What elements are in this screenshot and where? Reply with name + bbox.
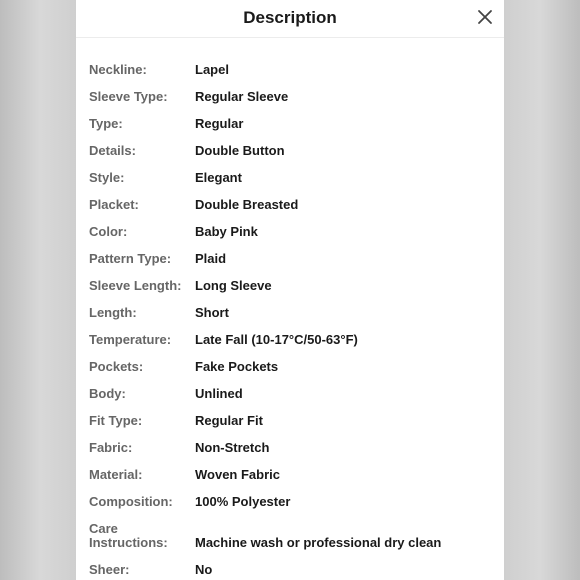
attribute-value: 100% Polyester (195, 494, 291, 509)
attribute-value: Regular Sleeve (195, 89, 289, 104)
attribute-row-care-instructions (89, 515, 504, 556)
attribute-label: Pattern Type: (89, 251, 172, 266)
dialog-header (76, 0, 504, 38)
attribute-label: Type: (89, 116, 123, 131)
attribute-value: Fake Pockets (195, 359, 279, 374)
attribute-row-fit-type (89, 407, 504, 434)
attribute-row-color (89, 218, 504, 245)
attribute-value: Late Fall (10-17°C/50-63°F) (195, 332, 358, 347)
attribute-value: Machine wash or professional dry clean (195, 535, 442, 550)
dialog-title: Description (243, 8, 337, 27)
attribute-label: Placket: (89, 197, 139, 212)
attribute-list (76, 56, 504, 580)
attribute-label: Material: (89, 467, 143, 482)
attribute-row-neckline (89, 56, 504, 83)
attribute-row-temperature (89, 326, 504, 353)
attribute-label: Pockets: (89, 359, 144, 374)
attribute-label: Care Instructions: (89, 521, 168, 550)
attribute-row-pockets (89, 353, 504, 380)
attribute-row-fabric (89, 434, 504, 461)
attribute-label: Sheer: (89, 562, 130, 577)
attribute-row-sheer (89, 556, 504, 580)
attribute-label: Sleeve Type: (89, 89, 168, 104)
close-icon-glyph (476, 8, 494, 26)
attribute-value: Non-Stretch (195, 440, 270, 455)
attribute-value: Double Button (195, 143, 285, 158)
attribute-value: Regular Fit (195, 413, 263, 428)
attribute-label: Temperature: (89, 332, 172, 347)
attribute-value: Long Sleeve (195, 278, 272, 293)
attribute-row-pattern-type (89, 245, 504, 272)
attribute-label: Color: (89, 224, 128, 239)
attribute-value: Woven Fabric (195, 467, 281, 482)
attribute-label: Neckline: (89, 62, 147, 77)
attribute-row-body (89, 380, 504, 407)
attribute-label: Details: (89, 143, 136, 158)
attribute-row-style (89, 164, 504, 191)
attribute-value: No (195, 562, 213, 577)
attribute-row-length (89, 299, 504, 326)
attribute-row-details (89, 137, 504, 164)
attribute-label: Fabric: (89, 440, 133, 455)
attribute-label: Fit Type: (89, 413, 143, 428)
attribute-label: Style: (89, 170, 125, 185)
attribute-row-sleeve-type (89, 83, 504, 110)
attribute-value: Lapel (195, 62, 229, 77)
attribute-value: Elegant (195, 170, 242, 185)
attribute-value: Unlined (195, 386, 243, 401)
attribute-value: Baby Pink (195, 224, 258, 239)
attribute-value: Short (195, 305, 229, 320)
attribute-value: Plaid (195, 251, 227, 266)
attribute-row-placket (89, 191, 504, 218)
attribute-value: Regular (195, 116, 244, 131)
attribute-row-material (89, 461, 504, 488)
attribute-label: Composition: (89, 494, 173, 509)
attribute-label: Body: (89, 386, 126, 401)
attribute-row-composition (89, 488, 504, 515)
attribute-label: Length: (89, 305, 137, 320)
attribute-value: Double Breasted (195, 197, 299, 212)
description-dialog (76, 0, 504, 580)
close-icon[interactable] (476, 8, 494, 26)
attribute-row-type (89, 110, 504, 137)
attribute-row-sleeve-length (89, 272, 504, 299)
attribute-label: Sleeve Length: (89, 278, 182, 293)
